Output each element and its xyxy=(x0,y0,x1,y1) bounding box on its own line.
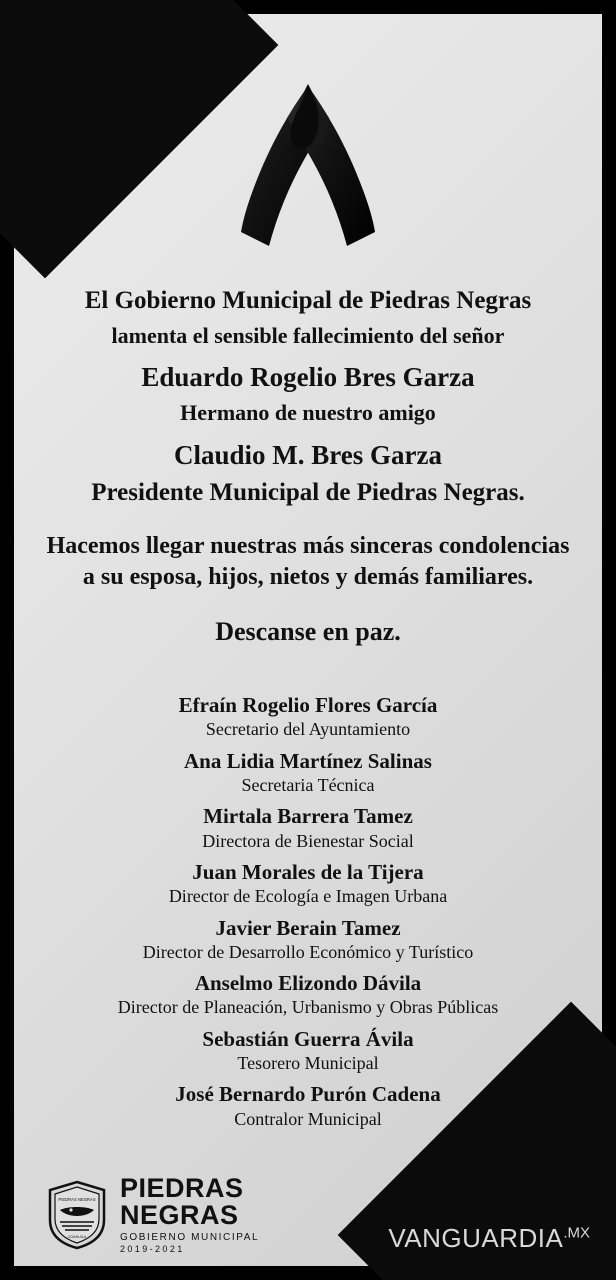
logo-line-2: NEGRAS xyxy=(120,1200,239,1230)
signatory-name: Efraín Rogelio Flores García xyxy=(178,693,438,717)
logo-line-4: 2019-2021 xyxy=(120,1244,185,1254)
obituary-text xyxy=(0,286,616,647)
logo-line-1: PIEDRAS xyxy=(120,1173,244,1203)
obituary-line-4: Presidente Municipal de Piedras Negras. xyxy=(91,479,525,507)
signatory-title: Secretaria Técnica xyxy=(241,774,375,795)
signatory-title: Director de Desarrollo Económico y Turístico xyxy=(142,941,474,962)
svg-text:COAHUILA: COAHUILA xyxy=(67,1234,87,1239)
coat-of-arms-icon xyxy=(46,1180,108,1250)
rest-in-peace-text: Descanse en paz. xyxy=(215,616,401,646)
list-item xyxy=(0,970,616,1020)
signatory-title: Secretario del Ayuntamiento xyxy=(205,719,411,740)
signatory-list xyxy=(0,692,616,1137)
list-item xyxy=(0,1081,616,1131)
watermark-suffix: .MX xyxy=(563,1224,590,1242)
logo-line-3: GOBIERNO MUNICIPAL xyxy=(120,1232,260,1243)
watermark xyxy=(388,1223,590,1254)
signatory-name: Ana Lidia Martínez Salinas xyxy=(184,748,432,773)
relative-name: Claudio M. Bres Garza xyxy=(174,440,442,471)
mourning-ribbon-container xyxy=(0,78,616,263)
signatory-title: Directora de Bienestar Social xyxy=(202,830,414,851)
municipal-logo xyxy=(46,1175,259,1254)
obituary-line-3: Hermano de nuestro amigo xyxy=(180,400,436,426)
list-item xyxy=(0,1026,616,1076)
svg-text:PIEDRAS NEGRAS: PIEDRAS NEGRAS xyxy=(58,1196,96,1202)
signatory-title: Contralor Municipal xyxy=(234,1108,382,1129)
signatory-title: Director de Ecología e Imagen Urbana xyxy=(168,886,448,907)
signatory-title: Director de Planeación, Urbanismo y Obras Públicas xyxy=(117,997,499,1018)
list-item xyxy=(0,803,616,853)
footer xyxy=(0,1140,616,1280)
signatory-name: Anselmo Elizondo Dávila xyxy=(194,971,422,996)
list-item xyxy=(0,692,616,742)
mourning-ribbon-icon xyxy=(233,78,383,258)
condolences-text: Hacemos llegar nuestras más sinceras condolencias a su esposa, hijos, nietos y demás familiares. xyxy=(46,532,570,590)
signatory-name: Sebastián Guerra Ávila xyxy=(202,1026,414,1051)
logo-text xyxy=(120,1175,259,1254)
signatory-title: Tesorero Municipal xyxy=(237,1053,379,1074)
list-item xyxy=(0,748,616,798)
deceased-name: Eduardo Rogelio Bres Garza xyxy=(141,362,475,393)
obituary-line-1: El Gobierno Municipal de Piedras Negras xyxy=(84,287,532,314)
list-item xyxy=(0,915,616,965)
list-item xyxy=(0,859,616,909)
signatory-name: Juan Morales de la Tijera xyxy=(192,859,424,884)
signatory-name: José Bernardo Purón Cadena xyxy=(175,1082,441,1107)
obituary-line-2: lamenta el sensible fallecimiento del señor xyxy=(111,322,505,348)
signatory-name: Javier Berain Tamez xyxy=(215,915,401,940)
watermark-text: VANGUARDIA xyxy=(388,1223,564,1253)
signatory-name: Mirtala Barrera Tamez xyxy=(203,804,413,829)
